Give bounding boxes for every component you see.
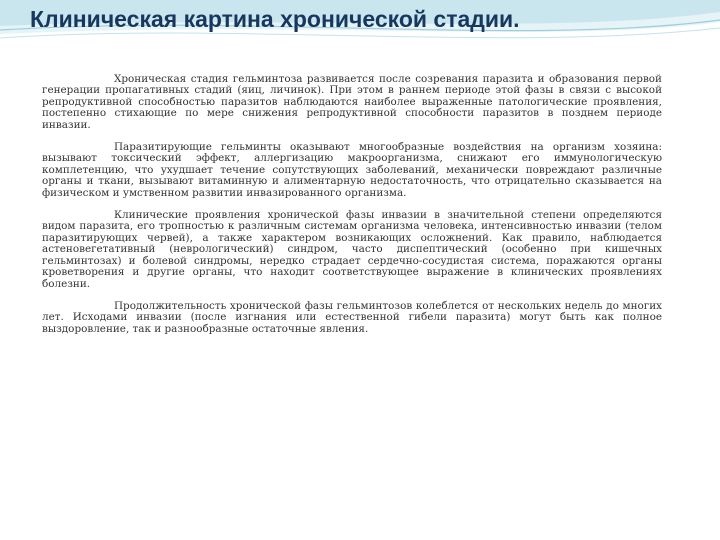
- slide-title: Клиническая картина хронической стадии.: [30, 6, 520, 32]
- slide-body: [42, 74, 662, 346]
- paragraph-duration-outcomes: Продолжительность хронической фазы гельминтозов колеблется от нескольких недель до многих лет. Исходами инвазии (после изгнания или естественной гибели паразита) могут быть как полное выздоровление, так и разнообразные остаточные явления.: [42, 299, 662, 335]
- paragraph-chronic-stage: Хроническая стадия гельминтоза развивается после созревания паразита и образования первой генерации пропагативных стадий (яиц, личинок). При этом в раннем периоде этой фазы в связи с высокой репродуктивной способностью паразитов наблюдаются наиболее выраженные патологические проявления, постепенно стихающие по мере снижения репродуктивной способности паразитов в позднем периоде инвазии.: [42, 73, 662, 131]
- paragraph-helminth-effects: Паразитирующие гельминты оказывают многообразные воздействия на организм хозяина: вызывают токсический эффект, аллергизацию макроорганизма, снижают его иммунологическую комплетенцию, что ухудшает течение сопутствующих заболеваний, механически повреждают различные органы и ткани, вызывают витаминную и алиментарную недостаточность, что отрицательно сказывается на физическом и умственном развитии инвазированного организма.: [42, 141, 662, 199]
- paragraph-clinical-manifestations: Клинические проявления хронической фазы инвазии в значительной степени определяются видом паразита, его тропностью к различным системам организма человека, интенсивностью инвазии (телом паразитирующих червей), а также характером возникающих осложнений. Как правило, наблюдается астеновегетативный (неврологический) синдром, часто диспептический (особенно при кишечных гельминтозах) и болевой синдромы, нередко страдает сердечно-сосудистая система, поражаются органы кроветворения и другие органы, что находит соответствующее выражение в клинических проявлениях болезни.: [42, 209, 662, 290]
